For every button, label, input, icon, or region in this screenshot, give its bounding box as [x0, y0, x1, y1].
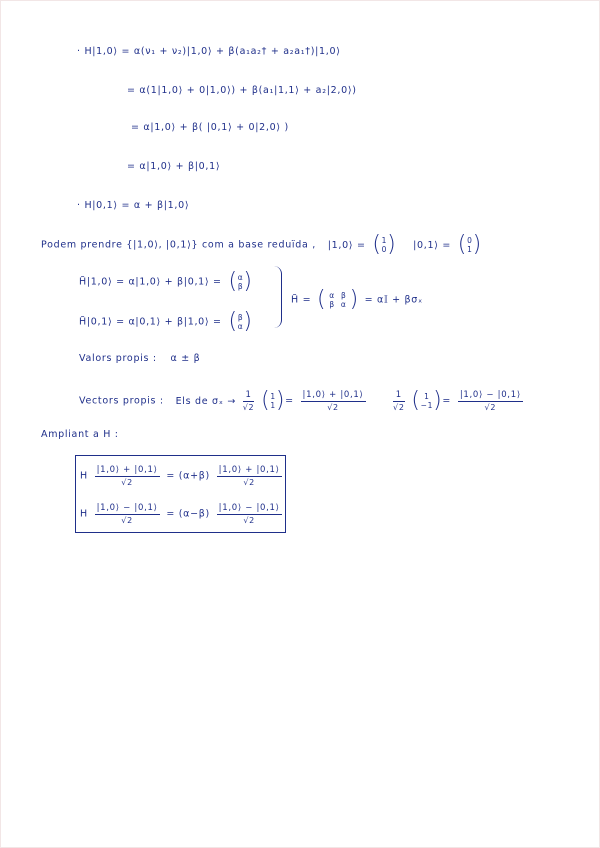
reduced-line-2	[79, 309, 256, 334]
frac-num: |1,0⟩ − |0,1⟩	[218, 503, 280, 513]
vec-entry: 1	[467, 245, 473, 254]
vec-entry: 1	[381, 236, 388, 245]
basis-text: Podem prendre {|1,0⟩, |0,1⟩} com a base reduïda ,	[41, 239, 316, 251]
matrix-entry: α	[329, 291, 335, 300]
result-frac	[95, 465, 160, 487]
v1-vector: (1 1)	[261, 388, 286, 413]
eigenvalues-line	[79, 353, 200, 364]
reduced-eq-1: H̃|1,0⟩ = α|1,0⟩ + β|0,1⟩ =	[79, 276, 222, 288]
eigenvalues-label: Valors propis :	[79, 353, 157, 364]
matrix-entry: β	[341, 291, 347, 300]
eigenvectors-label: Vectors propis :	[79, 395, 164, 407]
matrix-lhs: H̃ =	[291, 294, 312, 306]
reduced-vec-1: (α β)	[228, 269, 253, 294]
vec-entry: −1	[420, 401, 434, 410]
ket10-vector: (1 0)	[372, 232, 397, 257]
vec-entry: 1	[270, 392, 276, 401]
vec-entry: β	[237, 282, 244, 291]
frac-num: |1,0⟩ + |0,1⟩	[96, 465, 158, 475]
frac-num: |1,0⟩ + |0,1⟩	[218, 465, 280, 475]
frac-num: |1,0⟩ + |0,1⟩	[302, 390, 364, 400]
vec-entry: α	[237, 273, 244, 282]
eigenvectors-text: Els de σₓ →	[175, 395, 236, 407]
reduced-eq-2: H̃|0,1⟩ = α|0,1⟩ + β|1,0⟩ =	[79, 316, 222, 328]
vec-entry: α	[237, 322, 244, 331]
v2-coef	[393, 390, 405, 412]
frac-den: √2	[121, 478, 133, 487]
frac-den: √2	[327, 403, 339, 412]
derivation-line-4: = α|1,0⟩ + β|0,1⟩	[127, 161, 221, 172]
result-lhs: H	[80, 470, 88, 482]
frac-num: |1,0⟩ − |0,1⟩	[96, 503, 158, 513]
frac-den: √2	[484, 403, 497, 412]
frac-num: 1	[393, 390, 405, 402]
derivation-line-5: · H|0,1⟩ = α + β|1,0⟩	[77, 200, 190, 211]
frac-den: √2	[121, 516, 133, 525]
matrix-entry: β	[329, 300, 335, 309]
derivation-line-3: = α|1,0⟩ + β( |0,1⟩ + 0|2,0⟩ )	[131, 122, 289, 133]
result-frac	[95, 503, 160, 525]
result-frac	[217, 465, 282, 487]
result-line-1	[80, 465, 285, 487]
frac-num: |1,0⟩ − |0,1⟩	[459, 390, 521, 400]
result-eigenvalue: = (α−β)	[166, 508, 210, 520]
frac-den: √2	[393, 403, 405, 412]
derivation-line-2: = α(1|1,0⟩ + 0|1,0⟩) + β(a₁|1,1⟩ + a₂|2,0⟩)	[127, 85, 357, 96]
frac-num: 1	[243, 390, 255, 402]
v1-eq	[301, 390, 366, 412]
derivation-line-1: · H|1,0⟩ = α(ν₁ + ν₂)|1,0⟩ + β(a₁a₂† + a₂a₁†)|1,0⟩	[77, 46, 341, 57]
vec-entry: β	[237, 313, 244, 322]
matrix-rhs: = α𝕀 + βσₓ	[364, 294, 423, 306]
result-eigenvalue: = (α+β)	[166, 470, 210, 482]
eigenvectors-line: Vectors propis : Els de σₓ → $\frac{1}{√2}$ (1 1)= $\frac{|1,0⟩ + |0,1⟩}{√2}$ $\frac{1}{√2}$ ( 1 −1)= $\frac{|1,0⟩ - |0,1⟩}{√2}$	[79, 388, 521, 413]
vec-entry: 1	[270, 401, 276, 410]
frac-den: √2	[242, 403, 255, 412]
reduced-matrix-line	[291, 287, 423, 312]
ket10-label: |1,0⟩ =	[327, 239, 366, 251]
frac-den: √2	[243, 478, 255, 487]
basis-line	[41, 232, 485, 257]
frac-den: √2	[243, 516, 255, 525]
result-lhs: H	[80, 508, 88, 520]
eigenvalues-value: α ± β	[170, 353, 201, 364]
reduced-line-1	[79, 269, 256, 294]
vec-entry: 0	[467, 236, 473, 245]
v2-eq	[458, 390, 523, 412]
matrix-entry: α	[340, 300, 347, 309]
vec-entry: 0	[381, 245, 388, 254]
v1-coef	[243, 390, 255, 412]
reduced-matrix: ( α β β α )	[316, 287, 359, 312]
ket01-vector: (0 1)	[457, 232, 482, 257]
result-frac	[217, 503, 282, 525]
v2-vector: ( 1 −1)	[411, 388, 443, 413]
curly-brace	[271, 266, 282, 328]
reduced-vec-2: (β α)	[228, 309, 253, 334]
result-line-2	[80, 503, 285, 525]
extension-label: Ampliant a H :	[41, 429, 119, 440]
vec-entry: 1	[424, 392, 430, 401]
ket01-label: |0,1⟩ =	[413, 239, 452, 251]
